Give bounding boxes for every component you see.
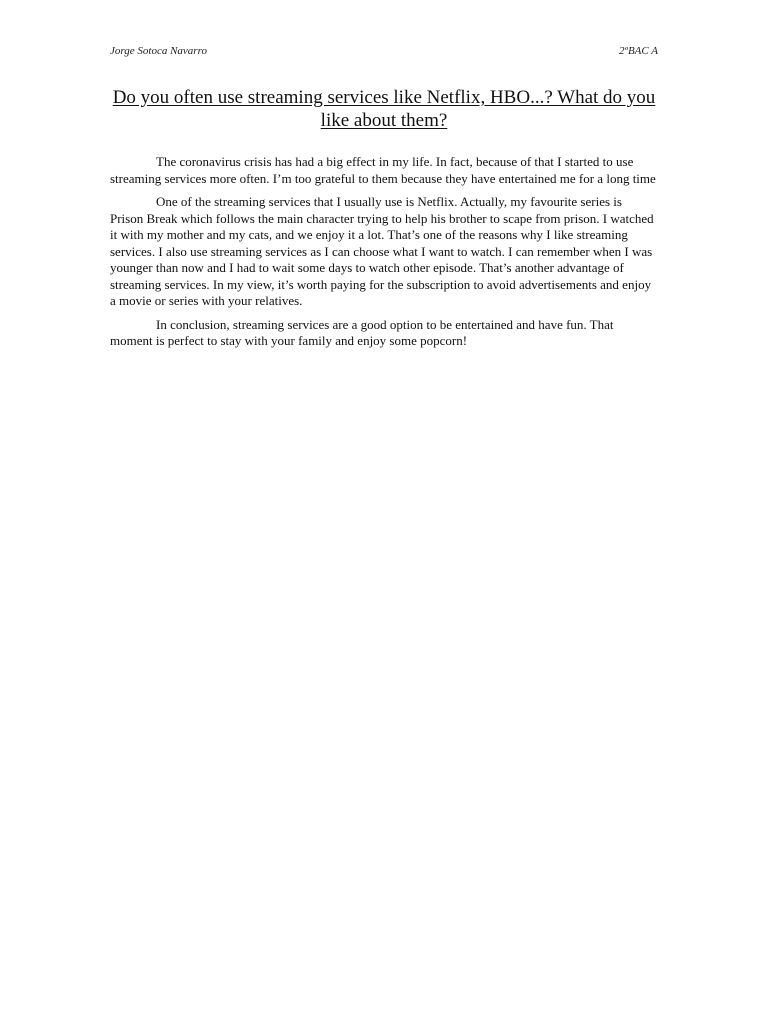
author-name: Jorge Sotoca Navarro — [110, 45, 207, 57]
paragraph-intro: The coronavirus crisis has had a big effect in my life. In fact, because of that I started to use streaming services more often. I’m too grateful to them because they have entertained me for a long time — [110, 154, 656, 186]
paragraph-conclusion: In conclusion, streaming services are a good option to be entertained and have fun. That moment is perfect to stay with your family and enjoy some popcorn! — [110, 316, 614, 348]
paragraph-main: One of the streaming services that I usually use is Netflix. Actually, my favourite series is Prison Break which follows the main character trying to help his brother to scape from prison. I watched it with my mother and my cats, and we enjoy it a lot. That’s one of the reasons why I like streaming services. I also use streaming services as I can choose what I want to watch. I can remember when I was younger than now and I had to wait some days to watch other episode. That’s another advantage of streaming services. In my view, it’s worth paying for the subscription to avoid advertisements and enjoy a movie or series with your relatives. — [110, 194, 654, 308]
essay-title: Do you often use streaming services like Netflix, HBO...? What do you like about them? — [112, 87, 656, 131]
page-header — [110, 43, 658, 59]
class-label: 2ºBAC A — [619, 45, 658, 57]
essay-body — [110, 154, 658, 357]
